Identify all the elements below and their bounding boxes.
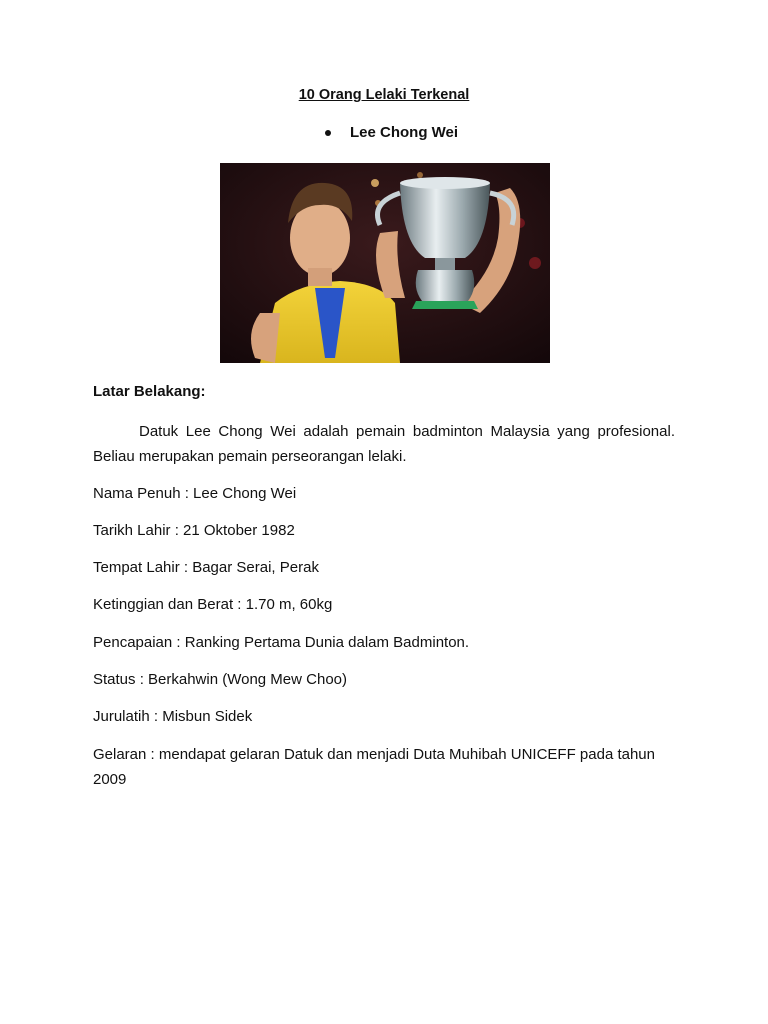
bullet-icon (325, 130, 331, 136)
field-achievement: Pencapaian : Ranking Pertama Dunia dalam Badminton. (93, 634, 470, 651)
field-status: Status : Berkahwin (Wong Mew Choo) (93, 671, 347, 688)
field-coach: Jurulatih : Misbun Sidek (93, 708, 253, 725)
field-birth-date: Tarikh Lahir : 21 Oktober 1982 (93, 522, 295, 539)
field-height-weight: Ketinggian dan Berat : 1.70 m, 60kg (93, 596, 333, 613)
field-birth-place: Tempat Lahir : Bagar Serai, Perak (93, 559, 319, 576)
field-title: Gelaran : mendapat gelaran Datuk dan menjadi Duta Muhibah UNICEFF pada tahun 2009 (93, 746, 655, 788)
section-heading: Latar Belakang: (93, 383, 206, 400)
bullet-item (325, 124, 458, 141)
background-paragraph: Datuk Lee Chong Wei adalah pemain badminton Malaysia yang profesional. Beliau merupakan pemain perseorangan lelaki. (93, 423, 675, 465)
player-photo (220, 163, 550, 363)
trophy-photo-icon (220, 163, 550, 363)
bullet-name: Lee Chong Wei (350, 124, 459, 141)
field-full-name: Nama Penuh : Lee Chong Wei (93, 485, 297, 502)
document-title: 10 Orang Lelaki Terkenal (298, 87, 470, 103)
